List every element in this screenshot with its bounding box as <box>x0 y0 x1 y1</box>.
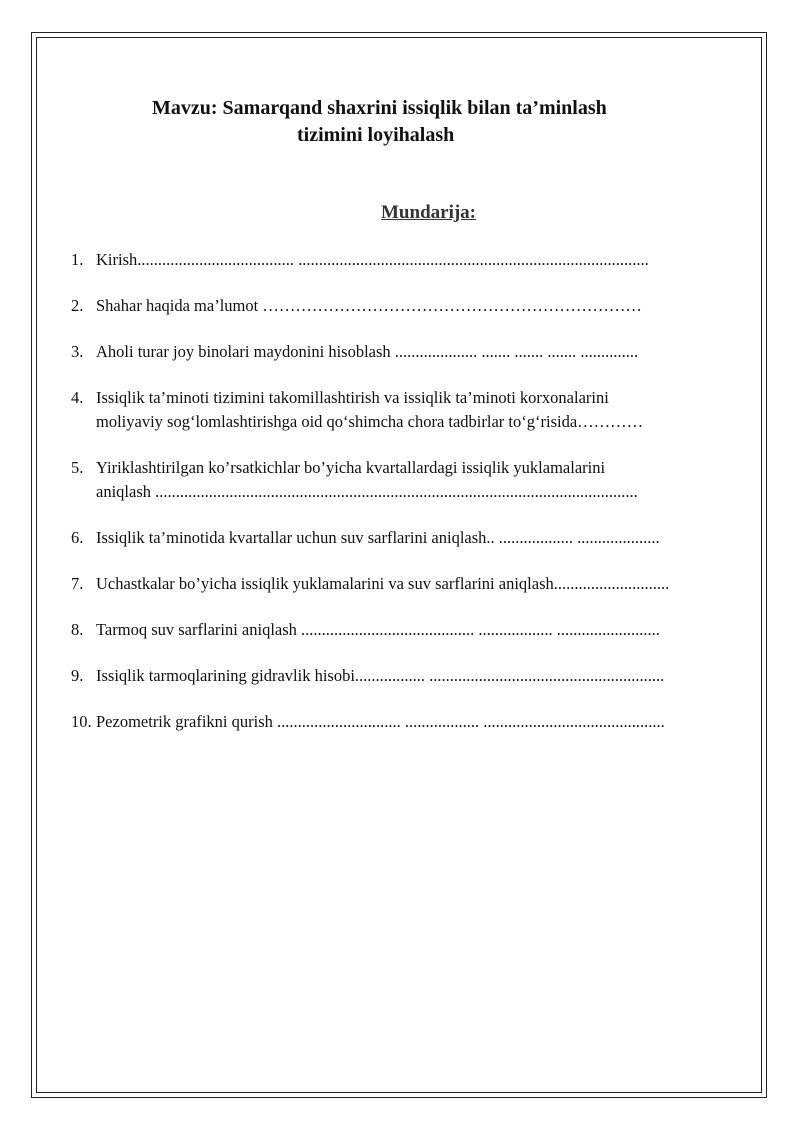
toc-item-text: Aholi turar joy binolari maydonini hisoblash .................... ....... ....... ....... .............. <box>96 342 639 361</box>
toc-item-text: Kirish...................................... ..................................................................................... <box>96 250 649 269</box>
toc-item-number: 6. <box>71 528 84 547</box>
toc-item-number: 3. <box>71 342 84 361</box>
toc-heading: Mundarija: <box>381 202 476 223</box>
toc-item-text: Yiriklashtirilgan ko’rsatkichlar bo’yicha kvartallardagi issiqlik yuklamalarini <box>96 458 606 477</box>
toc-item-number: 10. <box>71 712 92 731</box>
toc-item <box>71 248 761 272</box>
toc-item <box>71 340 761 364</box>
toc-item-text: aniqlash ..................................................................................................................... <box>96 482 638 501</box>
toc-item <box>71 664 761 688</box>
toc-item-text: Uchastkalar bo’yicha issiqlik yuklamalarini va suv sarflarini aniqlash............................ <box>96 574 670 593</box>
toc-item <box>71 618 761 642</box>
toc-item <box>71 456 761 504</box>
toc-item-number: 5. <box>71 458 84 477</box>
toc-item-text: Issiqlik ta’minotida kvartallar uchun suv sarflarini aniqlash.. .................. .................... <box>96 528 660 547</box>
toc-item-text: moliyaviy sog‘lomlashtirishga oid qo‘shimcha chora tadbirlar to‘g‘risida………… <box>96 412 644 431</box>
title-line-2: tizimini loyihalash <box>297 124 455 146</box>
toc-item-number: 4. <box>71 388 84 407</box>
table-of-contents <box>71 248 761 756</box>
toc-item <box>71 710 761 734</box>
toc-item-text: Issiqlik ta’minoti tizimini takomillashtirish va issiqlik ta’minoti korxonalarini <box>96 388 609 407</box>
toc-item <box>71 386 761 434</box>
toc-item-text: Tarmoq suv sarflarini aniqlash .......................................... .................. ......................... <box>96 620 660 639</box>
toc-item <box>71 526 761 550</box>
toc-item-number: 2. <box>71 296 84 315</box>
title-line-1: Mavzu: Samarqand shaxrini issiqlik bilan ta’minlash <box>152 97 607 119</box>
toc-item-number: 1. <box>71 250 84 269</box>
toc-item <box>71 572 761 596</box>
toc-item-text: Pezometrik grafikni qurish .............................. .................. ............................................ <box>96 712 665 731</box>
toc-item-number: 7. <box>71 574 84 593</box>
toc-item-text: Issiqlik tarmoqlarining gidravlik hisobi................. ......................................................... <box>96 666 665 685</box>
toc-item <box>71 294 761 318</box>
toc-item-number: 8. <box>71 620 84 639</box>
toc-item-number: 9. <box>71 666 84 685</box>
toc-item-text: Shahar haqida ma’lumot …………………………………………………………… <box>96 296 642 315</box>
